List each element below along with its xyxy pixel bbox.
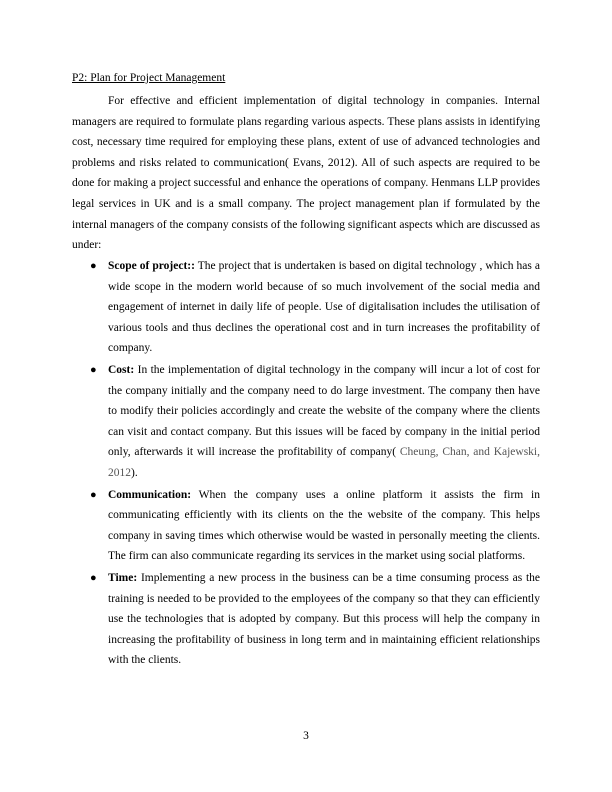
bullet-icon: ● — [90, 571, 97, 584]
page-number: 3 — [303, 730, 309, 742]
list-item-text: In the implementation of digital technology in the company will incur a lot of cost for the company initially and the company need to do large investment. The company then have to modify their policies accordingly and create the website of the company where the clients can visit and contact company. But this issues will be faced by company in the initial period only, afterwards it will increase the profitability of company( — [108, 363, 540, 459]
list-item-term: Scope of project:: — [108, 260, 195, 272]
list-item-scope — [90, 256, 540, 359]
section-heading: P2: Plan for Project Management — [72, 72, 226, 84]
list-item-time — [90, 568, 540, 671]
list-item-term: Cost: — [108, 363, 135, 376]
bullet-icon: ● — [90, 488, 97, 501]
list-item-term: Communication: — [108, 488, 192, 501]
bullet-icon: ● — [90, 363, 97, 376]
intro-paragraph: For effective and efficient implementation of digital technology in companies. Internal managers are required to formulate plans regarding various aspects. These plans assists in identifying cost, necessary time required for employing these plans, extent of use of advanced technologies and problems and risks related to communication( Evans, 2012). All of such aspects are required to be done for making a project successful and enhance the operations of company. Henmans LLP provides legal services in UK and is a small company. The project management plan if formulated by the internal managers of the company consists of the following significant aspects which are discussed as under: — [72, 95, 540, 252]
list-item-text-end: ). — [131, 466, 138, 479]
list-item-cost — [90, 360, 541, 484]
list-item-communication — [90, 485, 540, 567]
list-item-text: Implementing a new process in the business can be a time consuming process as the training is needed to be provided to the employees of the company so that they can efficiently use the technologies that is adopted by company. But this process will help the company in increasing the profitability of business in long term and in maintaining efficient relationships with the clients. — [108, 571, 540, 667]
bullet-icon: ● — [90, 260, 97, 272]
list-item-text: When the company uses a online platform it assists the firm in communicating efficiently with its clients on the the website of the company. This helps company in saving times which otherwise would be wasted in personally meeting the clients. The firm can also communicate regarding its services in the market using social platforms. — [108, 488, 540, 563]
list-item-text: The project that is undertaken is based on digital technology , which has a wide scope in the modern world because of so much involvement of the social media and engagement of internet in daily life of people. Use of digitalisation includes the utilisation of various tools and thus declines the operational cost and in turn increases the profitability of company. — [108, 260, 540, 355]
list-item-term: Time: — [108, 571, 138, 584]
bullet-list — [0, 256, 540, 672]
citation: Cheung, Chan, and Kajewski, 2012 — [108, 446, 541, 479]
